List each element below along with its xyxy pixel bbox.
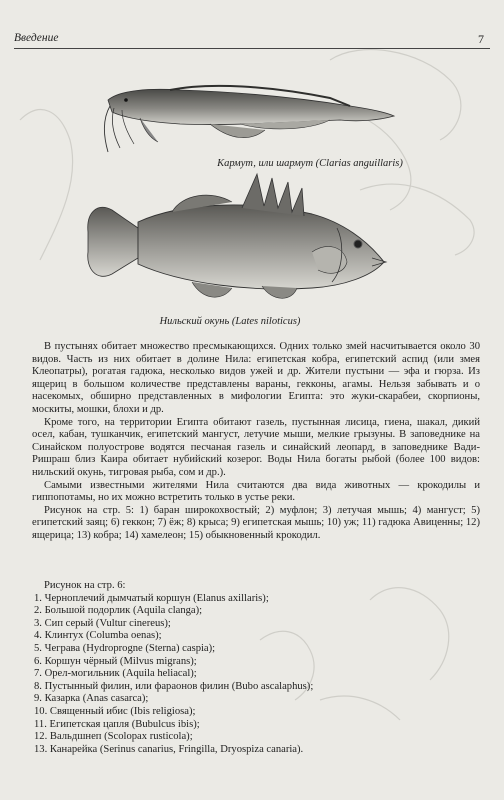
nile-perch-caption: Нильский окунь (Lates niloticus) — [159, 316, 301, 327]
paragraph: Самыми известными жителями Нила считаются два вида животных — крокодилы и гиппопотамы, но их можно встретить только в устье реки. — [32, 479, 480, 504]
list-item: 5. Чеграва (Hydroprogne (Sterna) caspia); — [34, 642, 216, 654]
paragraph: Рисунок на стр. 5: 1) баран широкохвостый; 2) муфлон; 3) летучая мышь; 4) мангуст; 5) египетский заяц; 6) геккон; 7) ёж; 8) крыса; 9) египетская мышь; 10) уж; 11) гадюка Авиценны; 12) ящерица; 13) кобра; 14) хамелеон; 15) обыкновенный крокодил. — [32, 504, 480, 541]
list-intro: Рисунок на стр. 6: — [44, 580, 126, 591]
list-item: 3. Сип серый (Vultur cinereus); — [34, 617, 171, 629]
list-item: 11. Египетская цапля (Bubulcus ibis); — [34, 718, 200, 730]
list-item: 10. Священный ибис (Ibis religiosa); — [34, 705, 196, 717]
nile-perch-illustration — [82, 172, 392, 312]
list-item: 12. Вальдшнеп (Scolopax rusticola); — [34, 731, 193, 743]
running-header — [14, 30, 490, 49]
paragraph: Кроме того, на территории Египта обитают газель, пустынная лисица, гиена, шакал, дикий осел, кабан, тушканчик, египетский мангуст, летучие мыши, мелкие грызуны. В заповеднике на Синайском полуострове водятся песчаная газель и синайский леопард, в заповеднике Вади-Ришраш близ Каира обитает нубийский козерог. Воды Нила богаты рыбой (более 100 видов: нильский окунь, тигровая рыба, сом и др.). — [32, 416, 480, 478]
body-text — [32, 341, 480, 543]
paragraph: В пустынях обитает множество пресмыкающихся. Одних только змей насчитывается около 30 видов. Часть из них обитает в долине Нила: египетская кобра, египетский аспид (или змея Клеопатры), рогатая гадюка, несколько видов ужей и др. Жители пустыни — эфа и гюрза. Из ящериц в большом количестве представлены вараны, гекконы, агамы. Нельзя забывать и о насекомых, обширно представленных в мифологии Египта: это жуки-скарабеи, скорпионы, москиты, мошки, блохи и др. — [32, 341, 480, 415]
list-item: 1. Чернoплечий дымчатый коршун (Elanus axillaris); — [34, 592, 269, 604]
list-item: 13. Канарейка (Serinus canarius, Fringilla, Dryospiza canaria). — [34, 743, 304, 755]
list-item: 4. Клинтух (Columba oenas); — [34, 630, 162, 642]
page-number: 7 — [478, 32, 484, 46]
list-item: 8. Пустынный филин, или фараонов филин (Bubo ascalaphus); — [34, 680, 314, 692]
list-item: 2. Большой подорлик (Aquila clanga); — [34, 605, 203, 617]
figure-legend-list — [32, 580, 472, 756]
list-item: 6. Коршун чёрный (Milvus migrans); — [34, 655, 197, 667]
list-item: 7. Орел-могильник (Aquila heliacal); — [34, 668, 197, 680]
catfish-caption: Кармут, или шармут (Clarias anguillaris) — [217, 158, 403, 169]
list-item: 9. Казарка (Anas casarca); — [34, 693, 149, 705]
catfish-illustration — [100, 60, 400, 155]
section-title: Введение — [14, 32, 59, 44]
